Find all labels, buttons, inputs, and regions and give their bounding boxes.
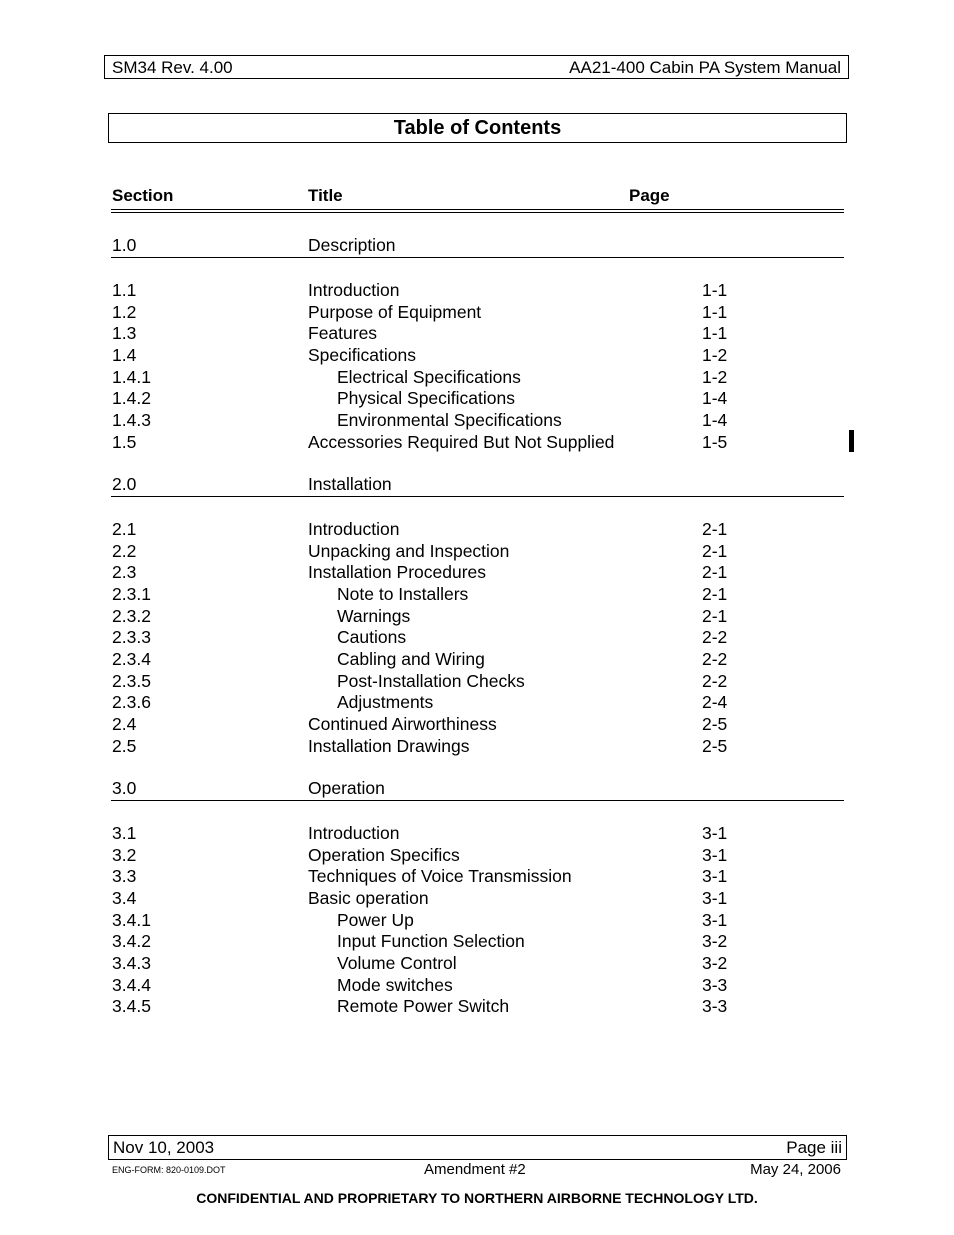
section-number: 3.0 [112,778,137,798]
toc-entry-row [0,822,954,844]
section-heading-row [0,234,954,256]
section-heading-row [0,777,954,799]
entry-title: Features [308,323,378,344]
entry-page: 1-1 [702,323,728,344]
amendment-date: May 24, 2006 [750,1161,841,1178]
toc-entry-row [0,322,954,344]
amendment-label: Amendment #2 [424,1161,526,1178]
entry-number: 3.3 [112,866,137,887]
section-rule [111,800,844,801]
entry-page: 1-4 [702,409,728,430]
entry-title: Power Up [337,909,414,930]
form-id: ENG-FORM: 820-0109.DOT [112,1165,226,1175]
toc-entry-row [0,648,954,670]
toc-entry-row [0,974,954,996]
toc-entry-row [0,952,954,974]
entry-page: 2-5 [702,713,728,734]
entry-title: Warnings [337,605,411,626]
entry-title: Purpose of Equipment [308,301,482,322]
entry-page: 3-1 [702,823,728,843]
entry-title: Post-Installation Checks [337,670,525,691]
entry-number: 3.4.2 [112,931,151,952]
entry-title: Input Function Selection [337,931,525,952]
entry-number: 3.1 [112,823,137,843]
toc-entry-row [0,387,954,409]
toc-entry-row [0,344,954,366]
entry-page: 1-1 [702,280,728,300]
entry-page: 2-5 [702,735,728,756]
entry-number: 1.4.3 [112,409,151,430]
section-rule [111,257,844,258]
toc-entry-row [0,366,954,388]
page-header [104,55,849,79]
section-rule [111,496,844,497]
toc-entry-row [0,301,954,323]
entry-number: 2.1 [112,519,137,539]
entry-title: Operation Specifics [308,844,460,865]
entry-number: 2.3.2 [112,605,151,626]
entry-page: 2-2 [702,670,728,691]
page-footer [108,1135,847,1160]
entry-title: Techniques of Voice Transmission [308,866,572,887]
entry-title: Volume Control [337,952,457,973]
entry-title: Continued Airworthiness [308,713,497,734]
entry-number: 3.4.3 [112,952,151,973]
entry-title: Environmental Specifications [337,409,562,430]
section-number: 2.0 [112,474,137,494]
entry-title: Remote Power Switch [337,996,510,1017]
entry-number: 1.4.1 [112,366,151,387]
entry-page: 3-3 [702,996,728,1017]
toc-entry-row [0,930,954,952]
toc-entry-row [0,518,954,540]
entry-title: Adjustments [337,692,434,713]
toc-entry-row [0,995,954,1017]
column-header-title: Title [308,186,343,205]
entry-title: Unpacking and Inspection [308,540,510,561]
confidential-notice: CONFIDENTIAL AND PROPRIETARY TO NORTHERN AIRBORNE TECHNOLOGY LTD. [196,1190,758,1206]
entry-page: 3-1 [702,909,728,930]
entry-number: 2.3.4 [112,648,151,669]
toc-entry-row [0,409,954,431]
entry-number: 2.2 [112,540,137,561]
entry-number: 2.3 [112,562,137,583]
entry-title: Introduction [308,280,400,300]
column-header-page: Page [629,186,670,205]
section-heading-row [0,473,954,495]
column-header-section: Section [112,186,174,205]
entry-page: 2-2 [702,627,728,648]
header-double-rule [111,209,844,213]
entry-title: Introduction [308,519,400,539]
entry-page: 2-1 [702,605,728,626]
entry-page: 1-2 [702,366,728,387]
entry-page: 2-1 [702,583,728,604]
entry-page: 2-1 [702,519,728,539]
entry-page: 2-1 [702,562,728,583]
entry-title: Mode switches [337,974,453,995]
toc-entry-row [0,431,954,453]
entry-number: 2.4 [112,713,137,734]
entry-page: 2-1 [702,540,728,561]
entry-page: 1-5 [702,431,728,452]
entry-number: 3.4.1 [112,909,151,930]
entry-title: Cautions [337,627,407,648]
entry-number: 3.4.5 [112,996,151,1017]
entry-title: Installation Procedures [308,562,487,583]
entry-title: Cabling and Wiring [337,648,485,669]
entry-number: 1.2 [112,301,137,322]
footer-date: Nov 10, 2003 [113,1138,215,1157]
entry-page: 2-4 [702,692,728,713]
change-bar [849,430,854,452]
doc-title: AA21-400 Cabin PA System Manual [569,58,841,77]
toc-entry-row [0,561,954,583]
toc-entry-row [0,626,954,648]
entry-number: 2.3.6 [112,692,151,713]
section-title: Operation [308,778,385,798]
entry-page: 2-2 [702,648,728,669]
entry-number: 2.5 [112,735,137,756]
entry-number: 2.3.3 [112,627,151,648]
doc-id: SM34 Rev. 4.00 [112,58,233,77]
entry-page: 3-2 [702,952,728,973]
toc-entry-row [0,844,954,866]
entry-title: Accessories Required But Not Supplied [308,431,615,452]
entry-number: 3.4 [112,887,137,908]
entry-number: 1.4 [112,344,137,365]
toc-entry-row [0,713,954,735]
entry-number: 1.5 [112,431,137,452]
entry-title: Specifications [308,344,416,365]
entry-page: 3-3 [702,974,728,995]
toc-heading: Table of Contents [108,113,847,143]
toc-entry-row [0,540,954,562]
toc-entry-row [0,605,954,627]
toc-entry-row [0,909,954,931]
entry-page: 1-4 [702,388,728,409]
toc-entry-row [0,583,954,605]
entry-number: 1.1 [112,280,137,300]
entry-number: 2.3.5 [112,670,151,691]
section-number: 1.0 [112,235,137,255]
section-title: Description [308,235,396,255]
toc-entry-row [0,691,954,713]
toc-entry-row [0,865,954,887]
entry-title: Basic operation [308,887,429,908]
entry-number: 3.4.4 [112,974,151,995]
entry-number: 1.4.2 [112,388,151,409]
entry-page: 1-1 [702,301,728,322]
entry-number: 3.2 [112,844,137,865]
toc-entry-row [0,735,954,757]
entry-page: 3-2 [702,931,728,952]
footer-page-number: Page iii [786,1138,842,1157]
entry-title: Electrical Specifications [337,366,521,387]
entry-number: 2.3.1 [112,583,151,604]
entry-page: 1-2 [702,344,728,365]
section-title: Installation [308,474,392,494]
toc-entry-row [0,279,954,301]
entry-title: Installation Drawings [308,735,470,756]
entry-number: 1.3 [112,323,137,344]
entry-title: Physical Specifications [337,388,515,409]
entry-title: Introduction [308,823,400,843]
entry-title: Note to Installers [337,583,469,604]
toc-entry-row [0,887,954,909]
entry-page: 3-1 [702,887,728,908]
entry-page: 3-1 [702,844,728,865]
entry-page: 3-1 [702,866,728,887]
toc-entry-row [0,670,954,692]
